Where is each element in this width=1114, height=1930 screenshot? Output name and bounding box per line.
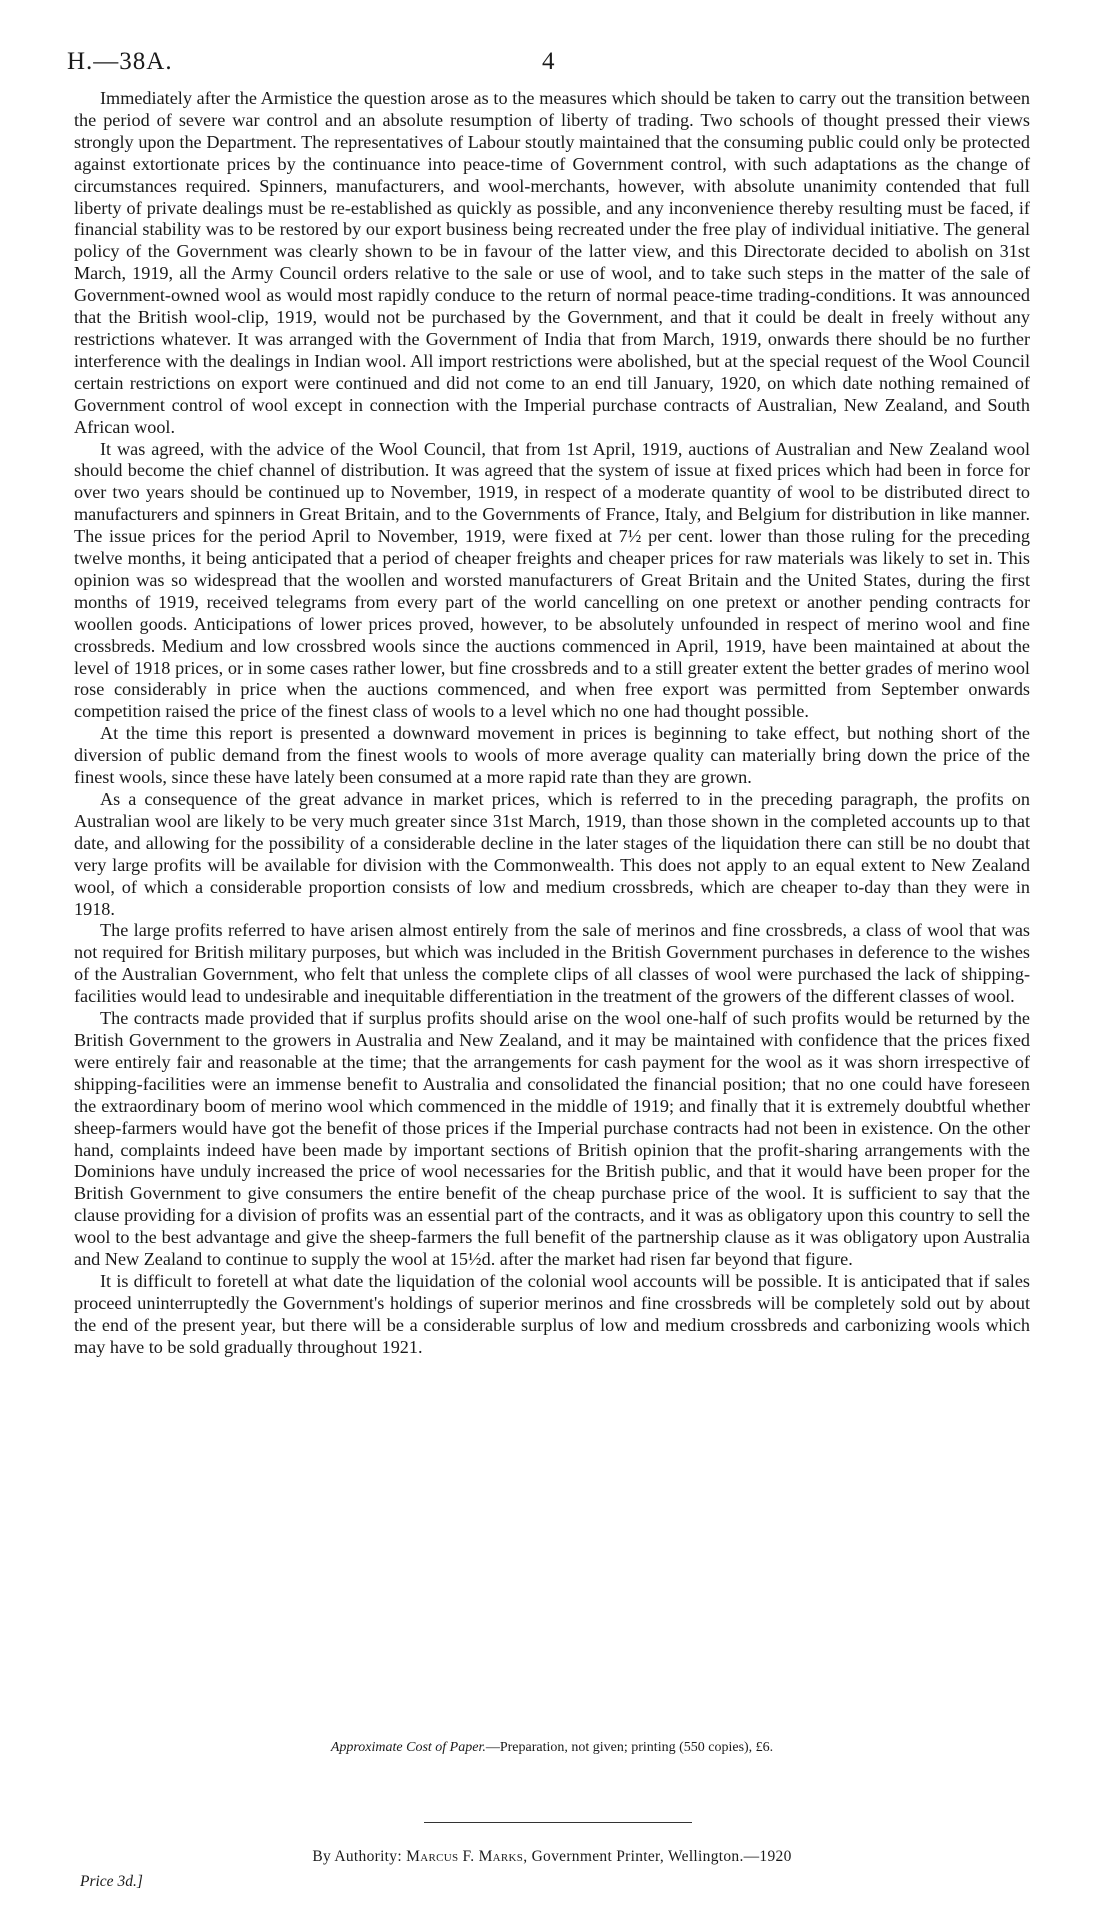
report-body [74, 88, 1030, 1359]
cost-label: Approximate Cost of Paper. [330, 1740, 486, 1755]
paragraph-australian-profits: As a consequence of the great advance in market prices, which is referred to in the preceding paragraph, the profits on Australian wool are likely to be very much greater since 31st March, 1919, than those shown in the completed accounts up to that date, and allowing for the possibility of a considerable decline in the later stages of the liquidation there can still be no doubt that very large profits will be available for division with the Commonwealth. This does not apply to an equal extent to New Zealand wool, of which a considerable proportion consists of low and medium crossbreds, which are cheaper to-day than they were in 1918. [74, 789, 1030, 919]
printer-name: Marcus F. Marks [406, 1848, 524, 1865]
document-code: H.—38A. [67, 48, 173, 75]
paragraph-contract-terms: The contracts made provided that if surplus profits should arise on the wool one-half of such profits would be returned by the British Government to the growers in Australia and New Zealand, and it may be maintained with confidence that the prices fixed were entirely fair and reasonable at the time; that the arrangements for cash payment for the wool as it was shorn irrespective of shipping-facilities were an immense benefit to Australia and consolidated the financial position; that no one could have foreseen the extraordinary boom of merino wool which commenced in the middle of 1919; and finally that it is extremely doubtful whether sheep-farmers would have got the benefit of those prices if the Imperial purchase contracts had not been in existence. On the other hand, complaints indeed have been made by important sections of British opinion that the profit-sharing arrangements with the Dominions have unduly increased the price of wool necessaries for the British public, and that it would have been proper for the British Government to give consumers the entire benefit of the cheap purchase price of the wool. It is sufficient to say that the clause providing for a division of profits was an essential part of the contracts, and it was as obligatory upon this country to sell the wool to the best advantage and give the sheep-farmers the full benefit of the partnership clause as it was obligatory upon Australia and New Zealand to continue to supply the wool at 15½d. after the market had risen far beyond that figure. [74, 1008, 1030, 1270]
authority-prefix: By Authority: [312, 1848, 407, 1865]
paragraph-price-movement: At the time this report is presented a downward movement in prices is beginning to take effect, but nothing short of the diversion of public demand from the finest wools to wools of more average quality can materially bring down the price of the finest wools, since these have lately been consumed at a more rapid rate than they are grown. [74, 723, 1030, 788]
printer-authority [74, 1848, 1030, 1866]
cost-text: —Preparation, not given; printing (550 copies), £6. [485, 1740, 774, 1755]
cost-of-paper-note [74, 1740, 1030, 1756]
footer-divider [424, 1822, 692, 1823]
paragraph-liquidation-outlook: It is difficult to foretell at what date the liquidation of the colonial wool accounts will be possible. It is anticipated that if sales proceed uninterruptedly the Government's holdings of superior merinos and fine crossbreds will be completely sold out by about the end of the present year, but there will be a considerable surplus of low and medium crossbreds and carbonizing wools which may have to be sold gradually throughout 1921. [74, 1270, 1030, 1357]
paragraph-merino-profits: The large profits referred to have arisen almost entirely from the sale of merinos and fine crossbreds, a class of wool that was not required for British military purposes, but which was included in the British Government purchases in deference to the wishes of the Australian Government, who felt that unless the complete clips of all classes of wool were purchased the lack of shipping-facilities would lead to undesirable and inequitable differentiation in the treatment of the growers of the different classes of wool. [74, 920, 1030, 1007]
paragraph-armistice-transition: Immediately after the Armistice the question arose as to the measures which should be taken to carry out the transition between the period of severe war control and an absolute resumption of liberty of trading. Two schools of thought pressed their views strongly upon the Department. The representatives of Labour stoutly maintained that the consuming public could only be protected against extortionate prices by the continuance into peace-time of Government control, with such adaptations as the change of circumstances required. Spinners, manufacturers, and wool-merchants, however, with absolute unanimity contended that full liberty of private dealings must be re-established as quickly as possible, and any inconvenience thereby resulting must be faced, if financial stability was to be restored by our export business being recreated under the free play of individual initiative. The general policy of the Government was clearly shown to be in favour of the latter view, and this Directorate decided to abolish on 31st March, 1919, all the Army Council orders relative to the sale or use of wool, and to take such steps in the matter of the sale of Government-owned wool as would most rapidly conduce to the return of normal peace-time trading-conditions. It was announced that the British wool-clip, 1919, would not be purchased by the Government, and that it could be dealt in freely without any restrictions whatever. It was arranged with the Government of India that from March, 1919, onwards there should be no further interference with the dealings in Indian wool. All import restrictions were abolished, but at the special request of the Wool Council certain restrictions on export were continued and did not come to an end till January, 1920, on which date nothing remained of Government control of wool except in connection with the Imperial purchase contracts of Australian, New Zealand, and South African wool. [74, 88, 1030, 437]
authority-suffix: , Government Printer, Wellington.—1920 [523, 1848, 792, 1865]
price-note: Price 3d.] [80, 1873, 143, 1890]
page-number: 4 [542, 48, 555, 75]
paragraph-auction-distribution: It was agreed, with the advice of the Wool Council, that from 1st April, 1919, auctions of Australian and New Zealand wool should become the chief channel of distribution. It was agreed that the system of issue at fixed prices which had been in force for over two years should be continued up to November, 1919, in respect of a moderate quantity of wool to be distributed direct to manufacturers and spinners in Great Britain, and to the Governments of France, Italy, and Belgium for distribution in like manner. The issue prices for the period April to November, 1919, were fixed at 7½ per cent. lower than those ruling for the preceding twelve months, it being anticipated that a period of cheaper freights and cheaper prices for raw materials was likely to set in. This opinion was so widespread that the woollen and worsted manufacturers of Great Britain and the United States, during the first months of 1919, received telegrams from every part of the world cancelling on one pretext or another pending contracts for woollen goods. Anticipations of lower prices proved, however, to be absolutely unfounded in respect of merino wool and fine crossbreds. Medium and low crossbred wools since the auctions commenced in April, 1919, have been maintained at about the level of 1918 prices, or in some cases rather lower, but fine crossbreds and to a still greater extent the better grades of merino wool rose considerably in price when the auctions commenced, and when free export was permitted from September onwards competition raised the price of the finest class of wools to a level which no one had thought possible. [74, 438, 1030, 722]
